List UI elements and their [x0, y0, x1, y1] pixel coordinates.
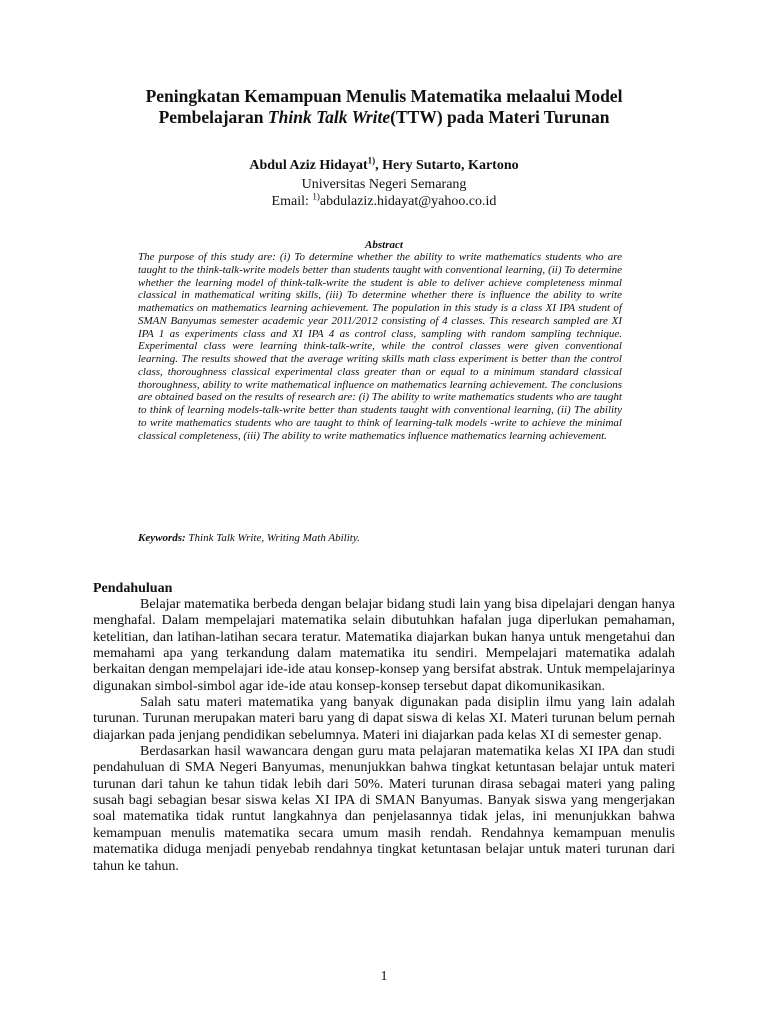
coauthors: , Hery Sutarto, Kartono	[375, 158, 519, 173]
title-line-2-suffix: (TTW) pada Materi Turunan	[390, 107, 610, 127]
paragraph: Berdasarkan hasil wawancara dengan guru mata pelajaran matematika kelas XI IPA dan studi pendahuluan di SMA Negeri Banyumas, menunjukkan bahwa tingkat ketuntasan belajar untuk materi turunan dari tahun ke tahun tidak lebih dari 50%. Materi turunan dirasa sebagai materi yang paling susah bagi sebagian besar siswa kelas XI IPA di SMAN Banyumas. Banyak siswa yang mengerjakan soal matematika tidak runtut langkahnya dan penjelasannya tidak jelas, ini menunjukkan bahwa kemampuan menulis matematika secara umum masih rendah. Rendahnya kemampuan menulis matematika diduga menjadi penyebab rendahnya tingkat ketuntasan belajar untuk materi turunan dari tahun ke tahun.	[93, 744, 675, 874]
section-heading: Pendahuluan	[93, 581, 173, 596]
author-footnote-mark: 1)	[367, 155, 376, 166]
email-address: abdulaziz.hidayat@yahoo.co.id	[319, 194, 497, 209]
keywords-value: Think Talk Write, Writing Math Ability.	[185, 532, 360, 544]
paragraph: Belajar matematika berbeda dengan belajar bidang studi lain yang bisa dipelajari dengan hanya menghafal. Dalam mempelajari matematika selain dibutuhkan hafalan juga diperlukan pemahaman, ketelitian, dan latihan-latihan secara teratur. Matematika diajarkan bukan hanya untuk mengetahui dan memahami apa yang terkandung dalam matematika itu sendiri. Mempelajari matematika adalah berkaitan dengan mempelajari ide-ide atau konsep-konsep yang bersifat abstrak. Untuk mempelajarinya digunakan simbol-simbol agar ide-ide atau konsep-konsep tersebut dapat dikomunikasikan.	[93, 597, 675, 694]
page-number: 1	[380, 969, 388, 984]
title-line-2-italic: Think Talk Write	[267, 107, 391, 127]
email-label: Email:	[271, 194, 313, 209]
title-line-2-prefix: Pembelajaran	[158, 107, 268, 127]
first-author: Abdul Aziz Hidayat	[249, 158, 368, 173]
email-footnote-mark: 1)	[312, 191, 320, 202]
abstract-text: The purpose of this study are: (i) To determine whether the ability to write mathematics students who are taught to the think-talk-write models better than students taught with conventional learning, (ii) To determine whether the learning model of think-talk-write the student is able to deliver achieve completeness minmal classical in mathematical writing skills, (iii) To determine whether there is influence the ability to write mathematics on mathematics learning achievement. The population in this study is a class XI IPA student of SMAN Banyumas semester academic year 2011/2012 consisting of 4 classes. This research sampled are XI IPA 1 as experiments class and XI IPA 4 as control class, sampling with random sampling technique. Experimental class were learning think-talk-write, while the control classes were given conventional learning. The results showed that the average writing skills math class experiment is better than the control class, thoroughness classical experimental class greater than or equal to a minimum standard classical thoroughness, ability to write mathematical influence on mathematics learning achievement. The conclusions are obtained based on the results of research are: (i) The ability to write mathematics students who are taught to think of learning models-talk-write better than students taught with conventional learning, (ii) The ability to write mathematics students who are taught to think of learning-talk models -write to achieve the minimal classical completeness, (iii) The ability to write mathematics influence mathematics learning achievement.	[138, 251, 622, 442]
paper-title	[80, 86, 688, 128]
keywords	[138, 531, 622, 545]
abstract-heading: Abstract	[365, 239, 403, 251]
author-list	[80, 157, 688, 175]
title-line-1: Peningkatan Kemampuan Menulis Matematika melaalui Model	[145, 86, 623, 106]
section-body	[93, 597, 675, 875]
keywords-label: Keywords:	[138, 532, 186, 544]
email-line	[80, 193, 688, 211]
paragraph: Salah satu materi matematika yang banyak digunakan pada disiplin ilmu yang lain adalah turunan. Turunan merupakan materi baru yang di dapat siswa di kelas XI. Materi turunan belum pernah diajarkan pada jenjang pendidikan sebelumnya. Materi ini diajarkan pada kelas XI di semester genap.	[93, 695, 675, 743]
affiliation: Universitas Negeri Semarang	[301, 177, 467, 192]
